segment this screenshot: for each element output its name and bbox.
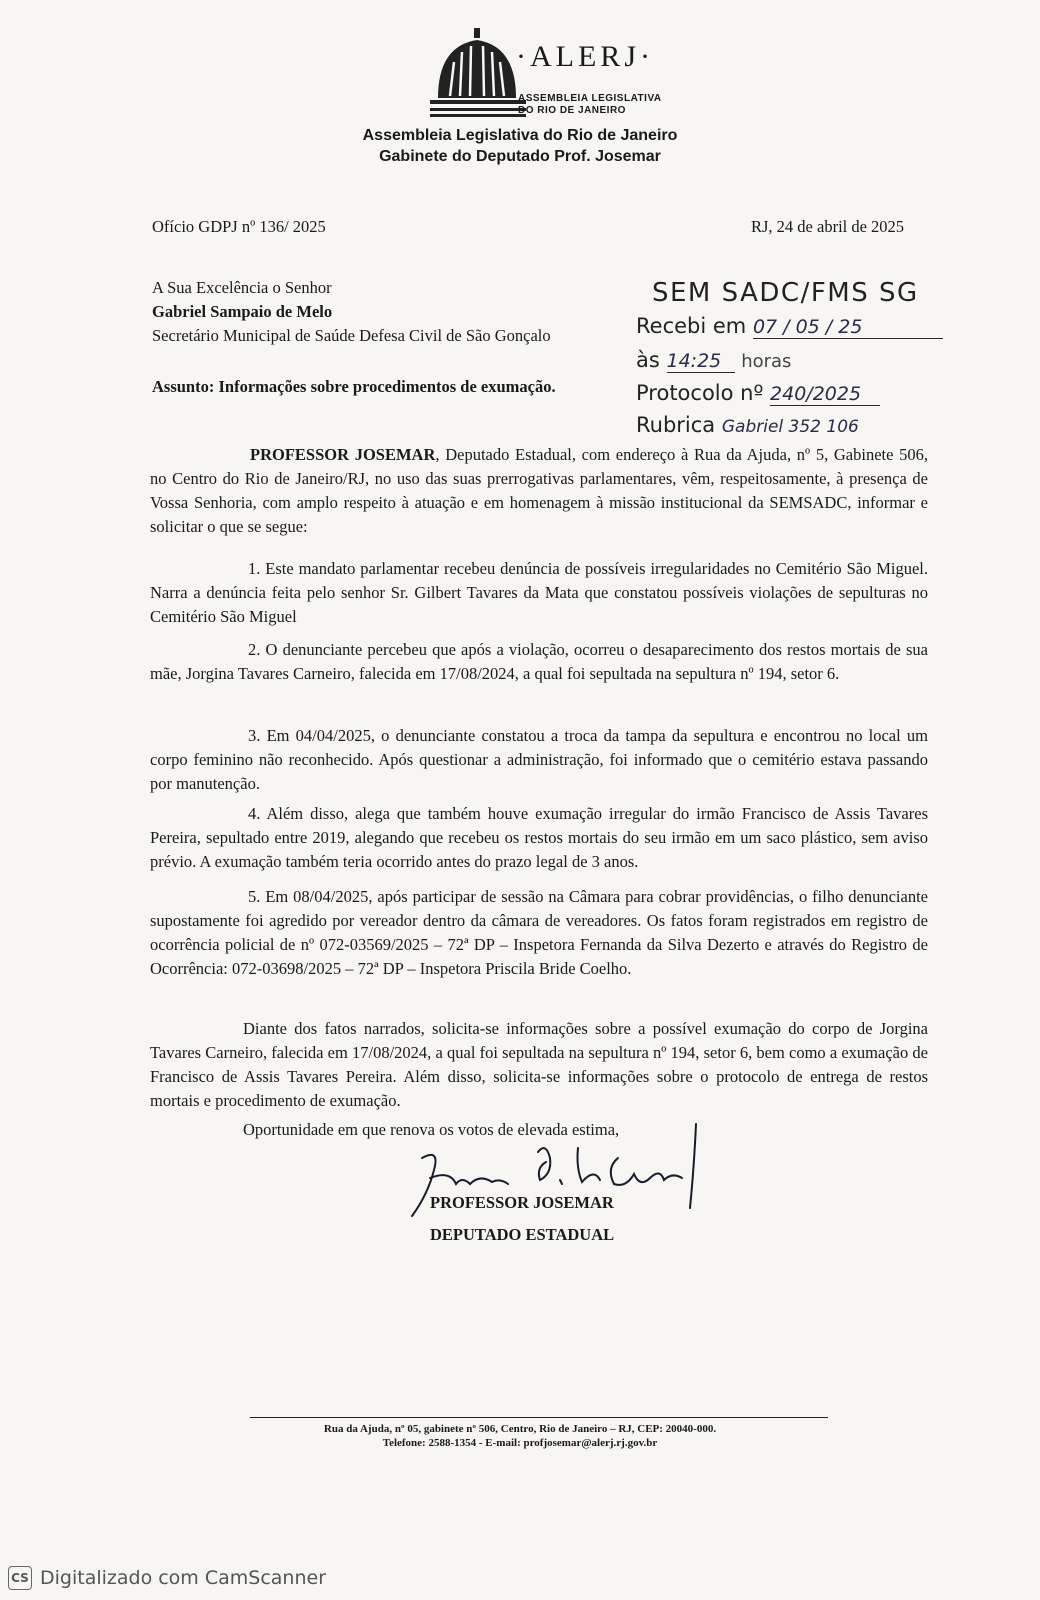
footer-address: Rua da Ajuda, nº 05, gabinete nº 506, Centro, Rio de Janeiro – RJ, CEP: 20040-000.	[323, 1423, 717, 1435]
list-item	[150, 802, 928, 874]
list-item	[150, 557, 928, 629]
letter-date: RJ, 24 de abril de 2025	[751, 217, 905, 236]
list-item-text: 3. Em 04/04/2025, o denunciante constatou a troca da tampa da sepultura e encontrou no local um corpo feminino não reconhecido. Após questionar a administração, foi informado que o cemitério estava passando por manutenção.	[150, 726, 928, 793]
stamp-rubric-value: Gabriel 352 106	[721, 417, 859, 437]
recipient-name: Gabriel Sampaio de Melo	[152, 302, 333, 321]
list-item	[150, 638, 928, 686]
list-item-text: 5. Em 08/04/2025, após participar de sessão na Câmara para cobrar providências, o filho denunciante supostamente foi agredido por vereador dentro da câmara de vereadores. Os fatos foram registrados em registro de ocorrência policial de nº 072-03569/2025 – 72ª DP – Inspetora Fernanda da Silva Dezerto e através do Registro de Ocorrência: 072-03698/2025 – 72ª DP – Inspetora Priscila Bride Coelho.	[150, 887, 928, 978]
signatory-name: PROFESSOR JOSEMAR	[430, 1193, 614, 1212]
scanner-label: Digitalizado com CamScanner	[40, 1567, 327, 1589]
conclusion-text: Diante dos fatos narrados, solicita-se informações sobre a possível exumação do corpo de Jorgina Tavares Carneiro, falecida em 17/08/2024, a qual foi sepultada na sepultura nº 194, setor 6, bem como a exumação de Francisco de Assis Tavares Pereira. Além disso, solicita-se informações sobre o protocolo de entrega de restos mortais e procedimento de exumação.	[150, 1019, 928, 1110]
list-item	[150, 885, 928, 981]
intro-author: PROFESSOR JOSEMAR	[250, 445, 436, 464]
stamp-rubric	[636, 413, 859, 437]
office-number: Ofício GDPJ nº 136/ 2025	[152, 217, 326, 236]
stamp-rubric-label: Rubrica	[636, 413, 716, 437]
stamp-time-value: 14:25	[667, 350, 735, 373]
org-subtitle	[518, 93, 662, 117]
stamp-protocol	[636, 381, 880, 406]
list-item-text: 2. O denunciante percebeu que após a violação, ocorreu o desaparecimento dos restos mortais de sua mãe, Jorgina Tavares Carneiro, falecida em 17/08/2024, a qual foi sepultada na sepultura nº 194, setor 6.	[150, 640, 928, 683]
signatory-title: DEPUTADO ESTADUAL	[430, 1225, 615, 1244]
stamp-protocol-value: 240/2025	[770, 383, 880, 406]
stamp-protocol-label: Protocolo nº	[636, 381, 764, 405]
org-acronym: ·ALERJ·	[516, 40, 654, 73]
stamp-received	[636, 314, 943, 339]
intro-paragraph	[150, 443, 928, 539]
stamp-received-value: 07 / 05 / 25	[753, 316, 943, 339]
header-assembly: Assembleia Legislativa do Rio de Janeiro	[362, 127, 678, 144]
footer-contact: Telefone: 2588-1354 - E-mail: profjosemar@alerj.rj.gov.br	[382, 1437, 658, 1449]
org-subtitle-line2: DO RIO DE JANEIRO	[518, 105, 626, 116]
intro-text: , Deputado Estadual, com endereço à Rua da Ajuda, nº 5, Gabinete 506, no Centro do Rio de Janeiro/RJ, no uso das suas prerrogativas parlamentares, vêm, respeitosamente, à presença de Vossa Senhoria, com amplo respeito à atuação e em homenagem à missão institucional da SEMSADC, informar e solicitar o que se segue:	[150, 445, 929, 536]
footer-divider	[250, 1417, 828, 1418]
recipient-greeting: A Sua Excelência o Senhor	[152, 278, 332, 297]
org-subtitle-line1: ASSEMBLEIA LEGISLATIVA	[518, 93, 662, 104]
stamp-time-label: às	[636, 348, 660, 372]
stamp-time	[636, 348, 791, 373]
stamp-time-suffix: horas	[741, 351, 792, 372]
recipient-role: Secretário Municipal de Saúde Defesa Civil de São Gonçalo	[152, 326, 551, 345]
alerj-dome-logo	[428, 28, 528, 120]
closing-line: Oportunidade em que renova os votos de elevada estima,	[243, 1120, 620, 1139]
stamp-title: SEM SADC/FMS SG	[652, 278, 919, 308]
recipient-block	[152, 276, 551, 348]
list-item-text: 4. Além disso, alega que também houve exumação irregular do irmão Francisco de Assis Tavares Pereira, sepultado entre 2019, alegando que recebeu os restos mortais do seu irmão em um saco plástico, sem aviso prévio. A exumação também teria ocorrido antes do prazo legal de 3 anos.	[150, 804, 928, 871]
header-office: Gabinete do Deputado Prof. Josemar	[379, 148, 661, 165]
list-item	[150, 724, 928, 796]
stamp-received-label: Recebi em	[636, 314, 747, 338]
camscanner-icon: CS	[8, 1566, 32, 1590]
list-item-text: 1. Este mandato parlamentar recebeu denúncia de possíveis irregularidades no Cemitério São Miguel. Narra a denúncia feita pelo senhor Sr. Gilbert Tavares da Mata que constatou possíveis violações de sepulturas no Cemitério São Miguel	[150, 559, 928, 626]
scanner-watermark	[8, 1566, 326, 1590]
conclusion-paragraph	[150, 1017, 928, 1113]
subject-line: Assunto: Informações sobre procedimentos de exumação.	[152, 377, 556, 396]
